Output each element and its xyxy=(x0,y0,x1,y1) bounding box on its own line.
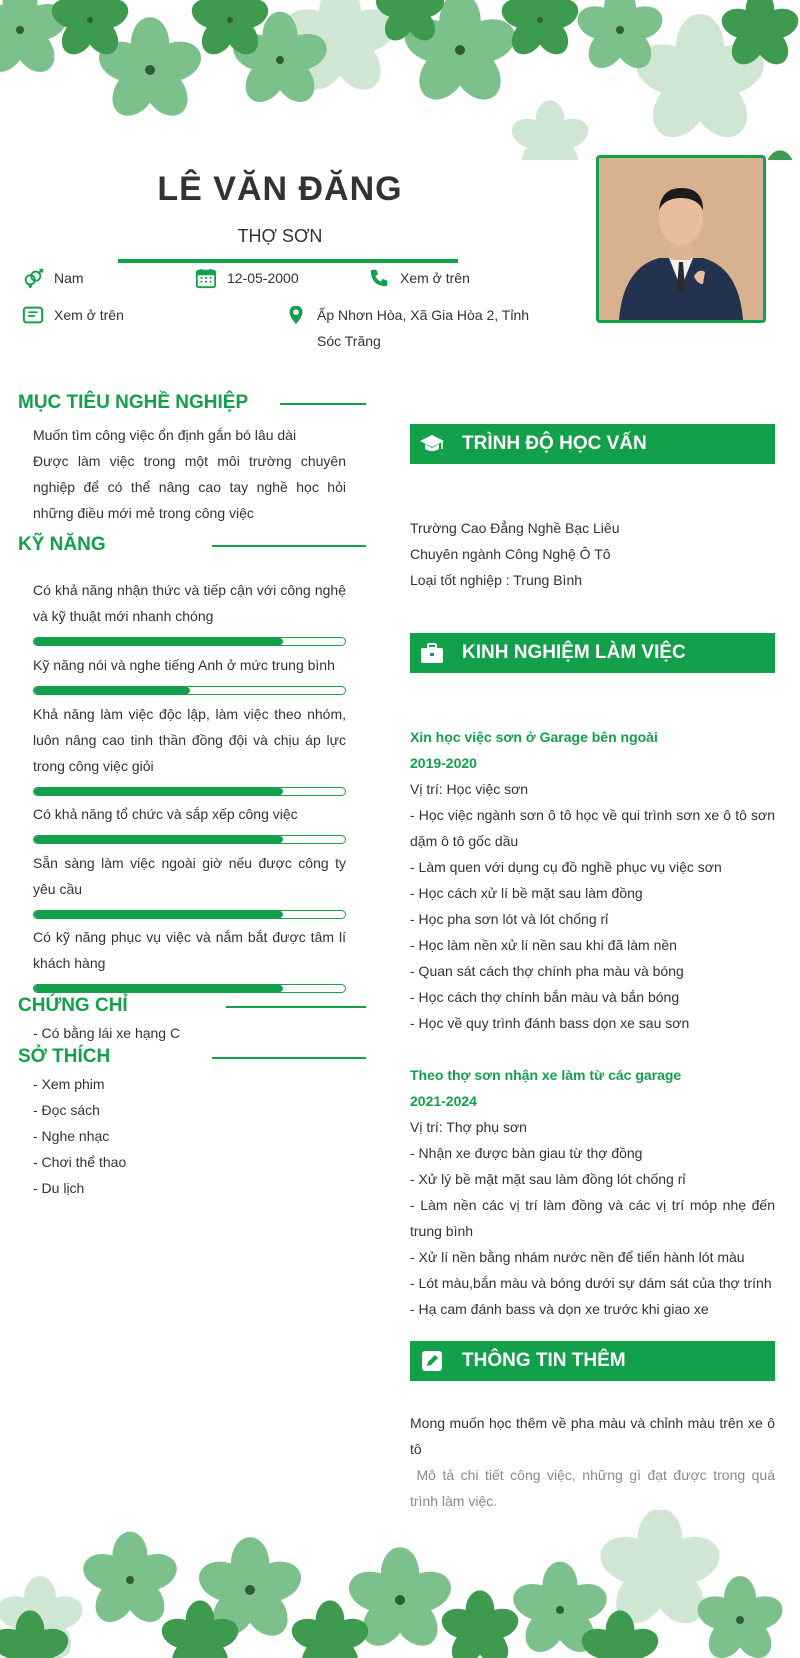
objective-line2: Được làm việc trong một môi trường chuyên nghiệp để có thể nâng cao tay nghề học hỏi những điều mới mẻ trong công việc xyxy=(33,453,346,521)
skill-bar xyxy=(33,910,346,919)
calendar-icon xyxy=(195,267,217,289)
education-heading: TRÌNH ĐỘ HỌC VẤN xyxy=(462,433,647,454)
gender-value: Nam xyxy=(54,270,84,286)
education-line: Loại tốt nghiệp : Trung Bình xyxy=(410,572,583,588)
skill-bar-fill xyxy=(34,687,190,694)
skill-item xyxy=(33,577,346,646)
skill-bar xyxy=(33,686,346,695)
person-photo-icon xyxy=(599,158,763,320)
skill-bar-fill xyxy=(34,985,283,992)
edit-pencil-icon xyxy=(420,1350,444,1372)
job-period: 2021-2024 xyxy=(410,1093,477,1109)
skill-bar-fill xyxy=(34,911,283,918)
additional-band xyxy=(410,1341,775,1381)
additional-info xyxy=(410,1410,779,1514)
skill-bar xyxy=(33,637,346,646)
experience-heading: KINH NGHIỆM LÀM VIỆC xyxy=(462,642,686,663)
job-task: - Xử lý bề mặt mặt sau làm đồng lót chống rỉ xyxy=(410,1171,686,1187)
flower-pattern-icon xyxy=(0,1510,800,1658)
skill-bar xyxy=(33,984,346,993)
graduation-cap-icon xyxy=(420,433,444,455)
job-task: - Học về quy trình đánh bass dọn xe sau sơn xyxy=(410,1015,690,1031)
objective-rule xyxy=(280,403,366,405)
location-pin-icon xyxy=(285,304,307,326)
certificates-list xyxy=(33,1020,180,1046)
job-period: 2019-2020 xyxy=(410,755,477,771)
email-value: Xem ở trên xyxy=(54,307,124,323)
hobby-item: - Đọc sách xyxy=(33,1102,100,1118)
skill-desc: Có kỹ năng phục vụ việc và nắm bắt được tâm lí khách hàng xyxy=(33,929,346,971)
job-task: - Làm quen với dụng cụ đồ nghề phục vụ việc sơn xyxy=(410,859,722,875)
skill-desc: Kỹ năng nói và nghe tiếng Anh ở mức trung bình xyxy=(33,657,335,673)
hobbies-list xyxy=(33,1071,126,1201)
job-task: - Học cách xử lí bề mặt sau làm đồng xyxy=(410,885,643,901)
skill-item xyxy=(33,701,346,796)
certificate-item: - Có bằng lái xe hạng C xyxy=(33,1025,181,1041)
objective-line1: Muốn tìm công việc ổn định gắn bó lâu dài xyxy=(33,427,297,443)
phone-icon xyxy=(368,267,390,289)
education-line: Trường Cao Đẳng Nghề Bạc Liêu xyxy=(410,520,620,536)
skill-bar-fill xyxy=(34,836,283,843)
additional-text: Mong muốn học thêm về pha màu và chỉnh màu trên xe ô tô xyxy=(410,1415,775,1457)
skill-bar xyxy=(33,835,346,844)
job-company: Theo thợ sơn nhận xe làm từ các garage xyxy=(410,1067,682,1083)
experience-band xyxy=(410,633,775,673)
flower-decoration-top xyxy=(0,0,800,160)
birthday-info xyxy=(195,265,365,291)
address-line1: Ấp Nhơn Hòa, Xã Gia Hòa 2, Tỉnh xyxy=(317,307,530,323)
hobbies-heading: SỞ THÍCH xyxy=(18,1046,111,1067)
email-icon xyxy=(22,304,44,326)
skill-bar-fill xyxy=(34,638,283,645)
skill-desc: Có khả năng nhận thức và tiếp cận với công nghệ và kỹ thuật mới nhanh chóng xyxy=(33,582,346,624)
briefcase-icon xyxy=(420,642,444,664)
skill-item xyxy=(33,924,346,993)
education-line: Chuyên ngành Công Nghệ Ô Tô xyxy=(410,546,611,562)
education-details xyxy=(410,515,775,593)
skill-desc: Sẵn sàng làm việc ngoài giờ nếu được công ty yêu cầu xyxy=(33,855,346,897)
job-company: Xin học việc sơn ở Garage bên ngoài xyxy=(410,729,658,745)
job-task: - Lót màu,bắn màu và bóng dưới sự dám sát của thợ trính xyxy=(410,1275,772,1291)
skill-desc: Có khả năng tổ chức và sắp xếp công việc xyxy=(33,806,298,822)
education-band xyxy=(410,424,775,464)
hobbies-rule xyxy=(212,1057,366,1059)
gender-icon xyxy=(22,267,44,289)
candidate-name: LÊ VĂN ĐĂNG xyxy=(157,170,403,208)
job-task: - Quan sát cách thợ chính pha màu và bóng xyxy=(410,963,684,979)
flower-pattern-icon xyxy=(0,0,800,160)
title-underline xyxy=(118,259,458,263)
skill-item xyxy=(33,850,346,919)
flower-decoration-bottom xyxy=(0,1510,800,1658)
job-task: - Học pha sơn lót và lót chống rỉ xyxy=(410,911,609,927)
phone-info xyxy=(368,265,548,291)
skill-item xyxy=(33,652,346,695)
skill-bar-fill xyxy=(34,788,283,795)
experience-job-1 xyxy=(410,724,775,1036)
job-position: Vị trí: Thợ phụ sơn xyxy=(410,1119,527,1135)
skills-rule xyxy=(212,545,366,547)
address-line2: Sóc Trăng xyxy=(317,333,381,349)
objective-heading: MỤC TIÊU NGHỀ NGHIỆP xyxy=(18,392,249,413)
hobby-item: - Xem phim xyxy=(33,1076,105,1092)
job-task: - Làm nền các vị trí làm đồng và các vị trí móp nhẹ đến trung bình xyxy=(410,1197,775,1239)
objective-text xyxy=(33,422,346,526)
job-task: - Học việc ngành sơn ô tô học về qui trình sơn xe ô tô sơn dặm ô tô gốc dầu xyxy=(410,807,775,849)
hobby-item: - Chơi thể thao xyxy=(33,1154,127,1170)
hobby-item: - Du lịch xyxy=(33,1180,85,1196)
additional-placeholder: Mô tả chi tiết công việc, những gì đạt được trong quá trình làm việc. xyxy=(410,1467,779,1509)
job-task: - Học cách thợ chính bắn màu và bắn bóng xyxy=(410,989,680,1005)
skill-bar xyxy=(33,787,346,796)
skill-desc: Khả năng làm việc độc lập, làm việc theo nhóm, luôn nâng cao tinh thần đồng đội và chịu áp lực trong công việc giỏi xyxy=(33,706,346,774)
birthday-value: 12-05-2000 xyxy=(227,270,299,286)
profile-photo xyxy=(596,155,766,323)
email-info xyxy=(22,302,252,328)
job-task: - Nhận xe được bàn giau từ thợ đồng xyxy=(410,1145,643,1161)
job-position: Vị trí: Học việc sơn xyxy=(410,781,529,797)
skills-heading: KỸ NĂNG xyxy=(18,534,106,555)
skill-item xyxy=(33,801,346,844)
job-task: - Hạ cam đánh bass và dọn xe trước khi giao xe xyxy=(410,1301,709,1317)
hobby-item: - Nghe nhạc xyxy=(33,1128,110,1144)
certificates-heading: CHỨNG CHỈ xyxy=(18,995,128,1016)
gender-info xyxy=(22,265,182,291)
additional-heading: THÔNG TIN THÊM xyxy=(462,1350,626,1371)
experience-job-2 xyxy=(410,1062,775,1322)
certificates-rule xyxy=(226,1006,366,1008)
address-info xyxy=(285,302,545,354)
phone-value: Xem ở trên xyxy=(400,270,470,286)
job-task: - Học làm nền xử lí nền sau khi đã làm nền xyxy=(410,937,677,953)
job-task: - Xử lí nền bằng nhám nước nền để tiến hành lót màu xyxy=(410,1249,745,1265)
job-title: THỢ SƠN xyxy=(237,226,323,246)
